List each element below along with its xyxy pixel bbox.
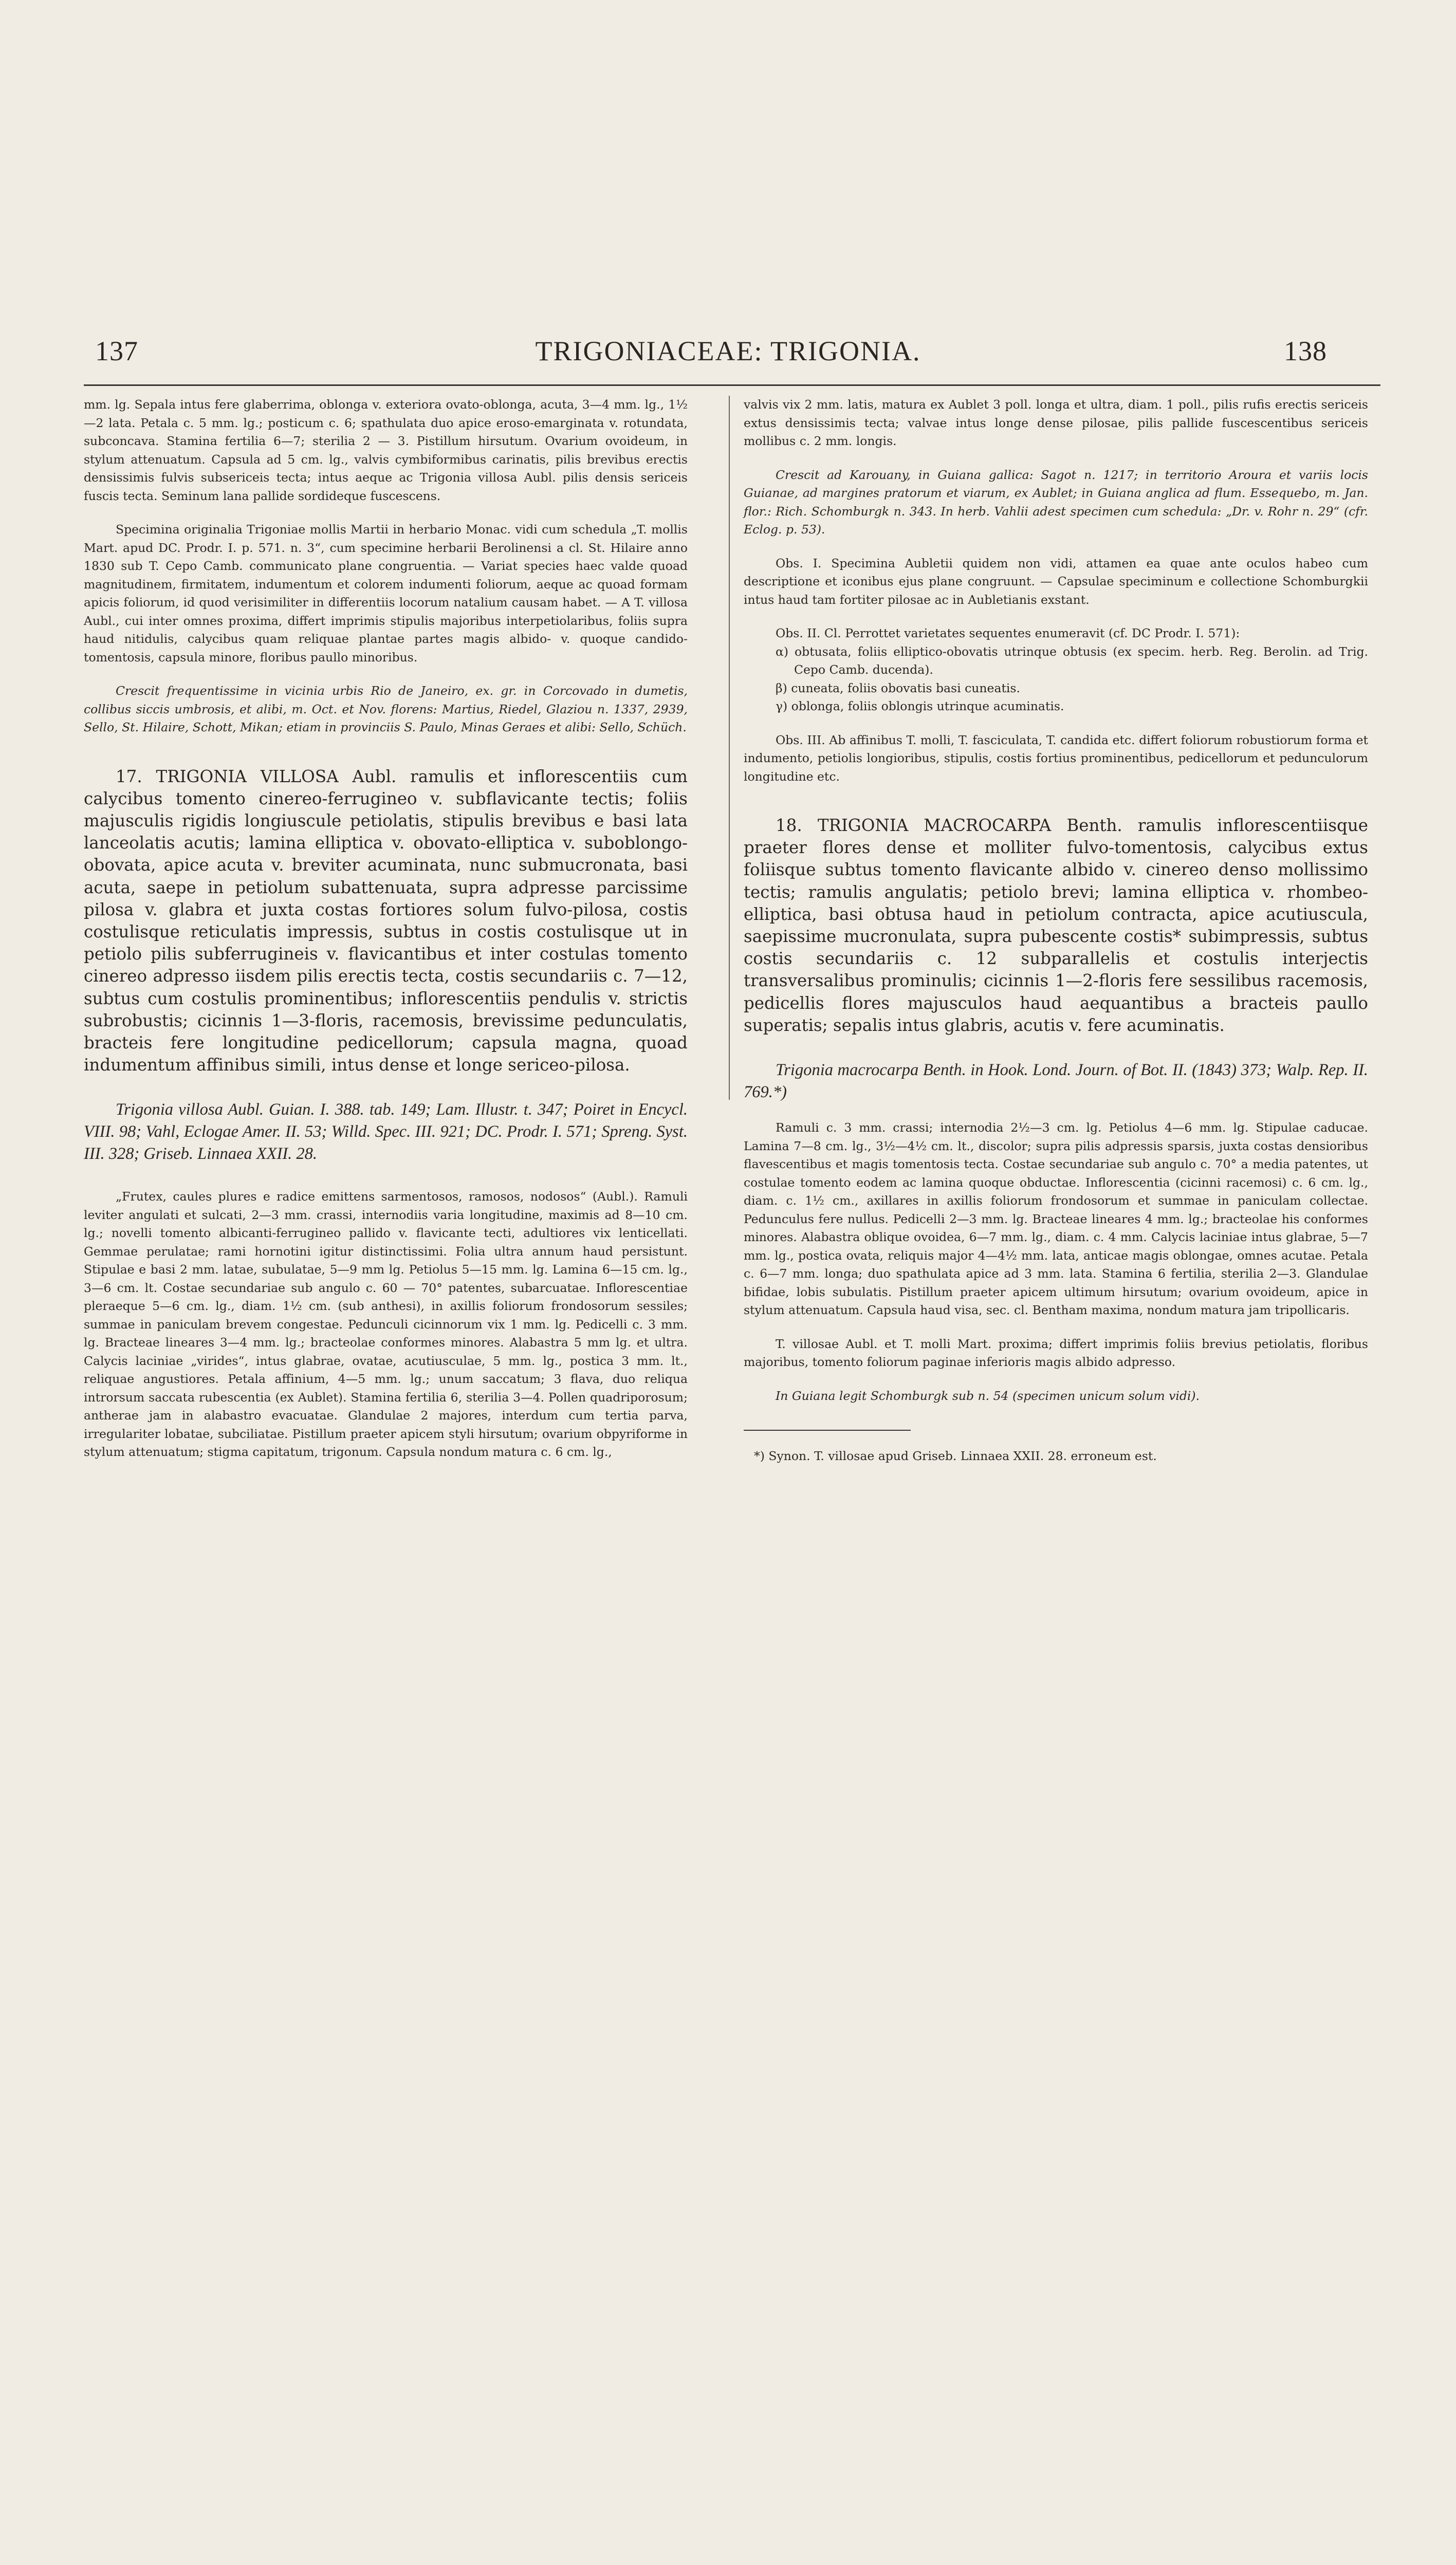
- species-17-diagnosis: 17. TRIGONIA VILLOSA Aubl. ramulis et inflorescentiis cum calycibus tomento cinereo-ferrugineo v. subflavicante tectis; foliis majusculis rigidis longiuscule petiolatis, stipulis brevibus e basi lata lanceolatis acutis; lamina elliptica v. obovato-elliptica v. suboblongo-obovata, apice acuta v. breviter acuminata, nunc submucronata, basi acuta, saepe in petiolum subattenuata, supra adpresse parcissime pilosa v. glabra et juxta costas fortiores solum fulvo-pilosa, costis costulisque reticulatis impressis, subtus in costis costulisque ut in petiolo pilis subferrugineis v. flavicantibus et inter costulas tomento cinereo adpresso iisdem pilis erectis tecta, costis secundariis c. 7—12, subtus cum costulis prominentibus; inflorescentiis pendulis v. strictis subrobustis; cicinnis 1—3-floris, racemosis, brevissime pedunculatis, bracteis fere longitudine pedicellorum; capsula magna, quoad indumentum affinibus simili, intus dense et longe sericeo-pilosa.: [84, 766, 688, 1075]
- species-18-affinity: T. villosae Aubl. et T. molli Mart. proxima; differt imprimis foliis brevius petiolatis, floribus majoribus, tomento foliorum paginae inferioris magis albido adpresso.: [744, 1336, 1368, 1370]
- capsule-description: valvis vix 2 mm. latis, matura ex Aublet 3 poll. longa et ultra, diam. 1 poll., pilis rufis erectis sericeis extus densissimis tecta; valvae intus longe dense pilosae, pilis pallide fuscescentibus sericeis mollibus c. 2 mm. longis.: [744, 397, 1368, 448]
- distribution-t-villosa: Crescit ad Karouany, in Guiana gallica: Sagot n. 1217; in territorio Aroura et variis locis Guianae, ad margines pratorum et viarum, ex Aublet; in Guiana anglica ad flum. Essequebo, m. Jan. flor.: Rich. Schomburgk n. 343. In herb. Vahlii adest specimen cum schedula: „Dr. v. Rohr n. 29“ (cfr. Eclog. p. 53).: [744, 467, 1368, 537]
- observation-2: Obs. II. Cl. Perrottet varietates sequentes enumeravit (cf. DC Prodr. I. 571):: [776, 626, 1240, 640]
- variety-beta: β) cuneata, foliis obovatis basi cuneatis.: [776, 680, 1020, 695]
- observation-1: Obs. I. Specimina Aubletii quidem non vidi, attamen ea quae ante oculos habeo cum descriptione et iconibus ejus plane congruunt. — Capsulae speciminum e collectione Schomburgkii intus haud tam fortiter pilosae ac in Aubletianis exstant.: [744, 556, 1368, 607]
- distribution-t-mollis: Crescit frequentissime in vicinia urbis Rio de Janeiro, ex. gr. in Corcovado in dumetis, collibus siccis umbrosis, et alibi, m. Oct. et Nov. florens: Martius, Riedel, Glaziou n. 1337, 2939, Sello, St. Hilaire, Schott, Mikan; etiam in provinciis S. Paulo, Minas Geraes et alibi: Sello, Schüch.: [84, 684, 688, 734]
- species-18-distribution: In Guiana legit Schomburgk sub n. 54 (specimen unicum solum vidi).: [776, 1388, 1200, 1403]
- species-18-citations: Trigonia macrocarpa Benth. in Hook. Lond. Journ. of Bot. II. (1843) 373; Walp. Rep. II. 769.*): [744, 1061, 1368, 1102]
- right-column: [744, 396, 1368, 1465]
- footnote-rule: [744, 1430, 911, 1431]
- species-18-description: Ramuli c. 3 mm. crassi; internodia 2½—3 cm. lg. Petiolus 4—6 mm. lg. Stipulae caducae. Lamina 7—8 cm. lg., 3½—4½ cm. lt., discolor; supra pilis adpressis sparsis, juxta costas densioribus flavescentibus et magis tomentosis tecta. Costae secundariae sub angulo c. 70° a media patentes, ut costulae tomento eodem ac lamina quoque obductae. Inflorescentia (cicinni racemosi) c. 6 cm. lg., diam. c. 1½ cm., axillares in axillis foliorum frondosorum et summae in paniculam collectae. Pedunculus fere nullus. Pedicelli 2—3 mm. lg. Bracteae lineares 4 mm. lg.; bracteolae his conformes minores. Alabastra oblique ovoidea, 6—7 mm. lg., diam. c. 4 mm. Calycis laciniae intus glabrae, 5—7 mm. lg., postica ovata, reliquis major 4—4½ mm. lata, anticae magis oblongae, omnes acutae. Petala c. 6—7 mm. longa; duo spathulata apice ad 3 mm. lata. Stamina 6 fertilia, sterilia 2—3. Glandulae bifidae, lobis subulatis. Pistillum praeter apicem ultimum hirsutum; ovarium ovoideum, apice in stylum attenuatum. Capsula haud visa, sec. cl. Bentham maxima, nondum matura jam tripollicaris.: [744, 1120, 1368, 1318]
- footnote: *) Synon. T. villosae apud Griseb. Linnaea XXII. 28. erroneum est.: [754, 1449, 1157, 1464]
- variety-gamma: γ) oblonga, foliis oblongis utrinque acuminatis.: [776, 699, 1064, 713]
- running-title: TRIGONIACEAE: TRIGONIA.: [535, 336, 921, 366]
- variety-alpha: α) obtusata, foliis elliptico-obovatis utrinque obtusis (ex specim. herb. Reg. Berolin. ad Trig. Cepo Camb. ducenda).: [776, 644, 1368, 677]
- column-divider: [729, 396, 730, 1100]
- page-number-right: 138: [1284, 336, 1327, 366]
- page-number-left: 137: [95, 336, 138, 366]
- species-17-description: „Frutex, caules plures e radice emittens sarmentosos, ramosos, nodosos“ (Aubl.). Ramuli leviter angulati et sulcati, 2—3 mm. crassi, internodiis varia longitudine, maximis ad 8—10 cm. lg.; novelli tomento albicanti-ferrugineo pallido v. flavicante tecti, adultiores vix lenticellati. Gemmae perulatae; rami hornotini igitur distinctissimi. Folia ultra annum haud persistunt. Stipulae e basi 2 mm. latae, subulatae, 5—9 mm lg. Petiolus 5—15 mm. lg. Lamina 6—15 cm. lg., 3—6 cm. lt. Costae secundariae sub angulo c. 60 — 70° patentes, subarcuatae. Inflorescentiae pleraeque 5—6 cm. lg., diam. 1½ cm. (sub anthesi), in axillis foliorum frondosorum sessiles; summae in paniculam brevem congestae. Pedunculi cicinnorum vix 1 mm. lg. Pedicelli c. 3 mm. lg. Bracteae lineares 3—4 mm. lg.; bracteolae conformes minores. Alabastra 5 mm lg. et ultra. Calycis laciniae „virides“, intus glabrae, ovatae, acutiusculae, 5 mm. lg., postica 3 mm. lt., reliquae angustiores. Petala affinium, 4—5 mm. lg.; unum saccatum; 3 flava, duo reliqua introrsum saccata rubescentia (ex Aublet). Stamina fertilia 6, sterilia 3—4. Pollen quadriporosum; antherae jam in alabastro evacuatae. Glandulae 2 majores, interdum cum tertia parva, irregulariter lobatae, subciliatae. Pistillum praeter apicem styli hirsutum; ovarium obpyriforme in stylum attenuatum; stigma capitatum, trigonum. Capsula nondum matura c. 6 cm. lg.,: [84, 1189, 688, 1460]
- left-column: [84, 396, 688, 1462]
- header-rule: [84, 384, 1380, 386]
- species-18-diagnosis: 18. TRIGONIA MACROCARPA Benth. ramulis inflorescentiisque praeter flores dense et molliter fulvo-tomentosis, calycibus extus foliisque subtus tomento flavicante albido v. cinereo denso mollissimo tectis; ramulis angulatis; petiolo brevi; lamina elliptica v. rhombeo-elliptica, basi obtusa haud in petiolum contracta, apice acutiuscula, saepissime mucronulata, supra pubescente costis* subimpressis, subtus costis secundariis c. 12 subparallelis et costulis interjectis transversalibus prominulis; cicinnis 1—2-floris fere sessilibus racemosis, pedicellis flores majusculos haud aequantibus a bracteis paullo superatis; sepalis intus glabris, acutis v. fere acuminatis.: [744, 816, 1368, 1035]
- specimen-notes: Specimina originalia Trigoniae mollis Martii in herbario Monac. vidi cum schedula „T. mollis Mart. apud DC. Prodr. I. p. 571. n. 3“, cum specimine herbarii Berolinensi a cl. St. Hilaire anno 1830 sub T. Cepo Camb. communicato plane congruentia. — Variat species haec valde quoad magnitudinem, firmitatem, indumentum et colorem indumenti foliorum, aeque ac quoad formam apicis foliorum, id quod verisimiliter in differentiis locorum natalium causam habet. — A T. villosa Aubl., cui inter omnes proxima, differt imprimis stipulis majoribus interpetiolaribus, foliis supra haud nitidulis, calycibus quam reliquae plantae partes magis albido- v. quoque candido-tomentosis, capsula minore, floribus paullo minoribus.: [84, 522, 688, 665]
- observation-3: Obs. III. Ab affinibus T. molli, T. fasciculata, T. candida etc. differt foliorum robustiorum forma et indumento, petiolis longioribus, stipulis, costis fortius prominentibus, pedicellorum et pedunculorum longitudine etc.: [744, 732, 1368, 784]
- species-17-citations: Trigonia villosa Aubl. Guian. I. 388. tab. 149; Lam. Illustr. t. 347; Poiret in Encycl. VIII. 98; Vahl, Eclogae Amer. II. 53; Willd. Spec. III. 921; DC. Prodr. I. 571; Spreng. Syst. III. 328; Griseb. Linnaea XXII. 28.: [84, 1100, 688, 1164]
- description-continued: mm. lg. Sepala intus fere glaberrima, oblonga v. exteriora ovato-oblonga, acuta, 3—4 mm. lg., 1½—2 lata. Petala c. 5 mm. lg.; posticum c. 6; spathulata duo apice eroso-emarginata v. rotundata, subconcava. Stamina fertilia 6—7; sterilia 2 — 3. Pistillum hirsutum. Ovarium ovoideum, in stylum attenuatum. Capsula ad 5 cm. lg., valvis cymbiformibus carinatis, pilis brevibus erectis densissimis fulvis subsericeis tecta; intus aeque ac Trigonia villosa Aubl. pilis densis sericeis fuscis tecta. Seminum lana pallide sordideque fuscescens.: [84, 397, 688, 503]
